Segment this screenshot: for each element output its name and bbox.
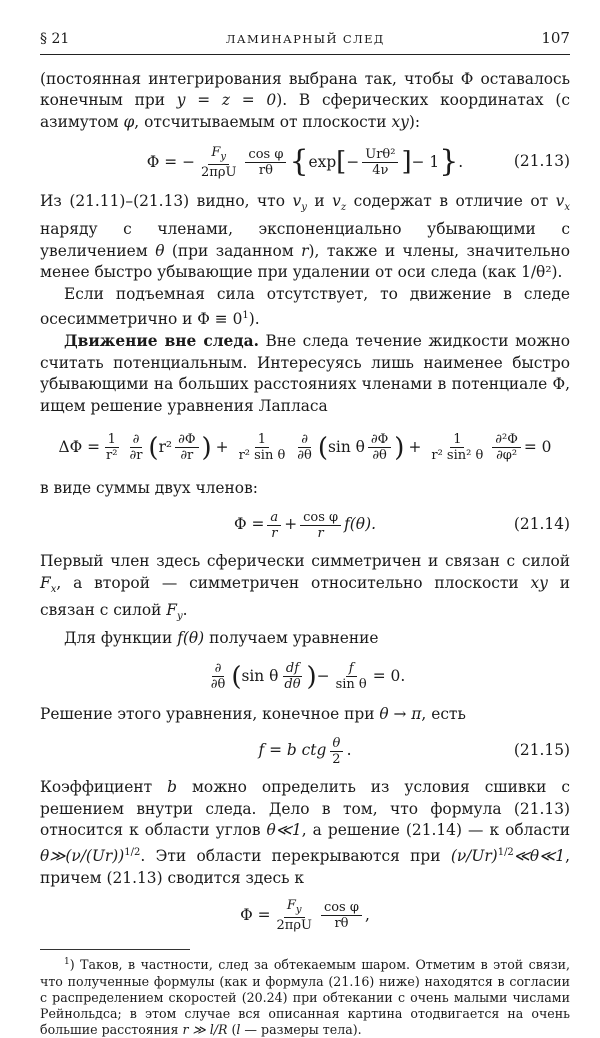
paragraph-1: (постоянная интегрирования выбрана так, чтобы Φ оставалось конечным при y = z = 0). В сферических координатах (с азимутом φ, отсчитываемым от плоскости xy):: [40, 69, 570, 131]
equation-f-theta: $\frac{\partial}{\partial\theta}$ ( sin θ $\frac{df}{d\theta}$ ) − $\frac{f}{\text{sin θ}}$ = 0.: [210, 661, 406, 693]
paragraph-6: Первый член здесь сферически симметричен и связан с силой $F_x$, а второй — симметричен относительно плоскости xy и связан с силой $F_y$.: [40, 552, 570, 623]
equation-21-13: Φ = − $\frac{F_y}{\text{2πρU}}$ $\frac{\text{cos φ}}{r\theta}$ { exp [ − $\frac{\text{Urθ²}}{4\nu}$ ] − 1 } . (21.13): [146, 144, 570, 181]
paragraph-2: Из (21.11)–(21.13) видно, что $v_y$ и $v_z$ содержат в отличие от $v_x$ наряду с членами, экспоненциально убывающими с увеличением θ (при заданном r), также и члены, значительно менее быстро убывающие при удалении от оси следа (как 1/θ²).: [40, 192, 571, 282]
equation-phi-wake-limit: Φ = $\frac{F_y}{\text{2πρU}}$ $\frac{\text{cos φ}}{r\theta}$ ,: [240, 897, 370, 934]
paragraph-8: Решение этого уравнения, конечное при θ → π, есть: [40, 704, 466, 723]
paragraph-9: Коэффициент b можно определить из условия сшивки с решением внутри следа. Дело в том, что формула (21.13) относится к области углов θ≪1, а решение (21.14) — к области $\theta≫(\nu/(Ur))^{1/2}$. Эти области перекрываются при $(\nu/Ur)^{1/2}≪\theta≪1$, причем (21.13) сводится здесь к: [40, 778, 570, 887]
equation-number: (21.15): [513, 741, 570, 760]
equation-number: (21.13): [513, 152, 570, 171]
equation-number: (21.14): [513, 515, 570, 534]
chapter-title: ЛАМИНАРНЫЙ СЛЕД: [225, 32, 385, 46]
page-number: 107: [541, 29, 570, 47]
equation-21-15: f = b ctg $\frac{\theta}{2}$ . (21.15): [258, 735, 570, 767]
laplace-equation: ΔΦ = $\frac{1}{\text{r²}}$ $\frac{\partial}{\partial r}$ ( r² $\frac{\partial\Phi}{\partial r}$ ) + $\frac{1}{\text{r² sin θ}}$ $\frac{\partial}{\partial\theta}$ ( sin θ $\frac{\partial\Phi}{\partial\theta}$ ) + $\frac{1}{\text{r² sin² θ}}$ $\frac{\text{∂²Φ}}{\text{∂φ²}}$ = 0: [58, 432, 552, 464]
footnote: $^1$) Таков, в частности, след за обтекаемым шаром. Отметим в этой связи, что полученные формулы (как и формула (21.16) ниже) находятся в согласии с распределением скоростей (20.24) при обтекании с очень малыми числами Рейнольдса; в этом случае вся описанная картина отодвигается на очень большие расстояния r ≫ l/R (l — размеры тела).: [40, 957, 570, 1037]
section-number: § 21: [40, 31, 70, 47]
paragraph-4: Движение вне следа. Вне следа течение жидкости можно считать потенциальным. Интересуясь лишь наименее быстро убывающими на больших расстояниях членами в потенциале Φ, ищем решение уравнения Лапласа: [40, 332, 570, 415]
equation-21-14: Φ = $\frac{a}{r}$ + $\frac{\text{cos φ}}{r}$ f(θ). (21.14): [234, 509, 570, 541]
footnote-ref: 1: [242, 310, 249, 322]
subsection-heading: Движение вне следа.: [64, 332, 259, 351]
footnote-rule: [40, 949, 190, 950]
paragraph-3: Если подъемная сила отсутствует, то движение в следе осесимметрично и $\Phi \equiv 0^1$).: [40, 284, 570, 329]
paragraph-7: Для функции f(θ) получаем уравнение: [64, 629, 379, 648]
paragraph-5: в виде суммы двух членов:: [40, 478, 258, 497]
running-header: [40, 28, 570, 55]
